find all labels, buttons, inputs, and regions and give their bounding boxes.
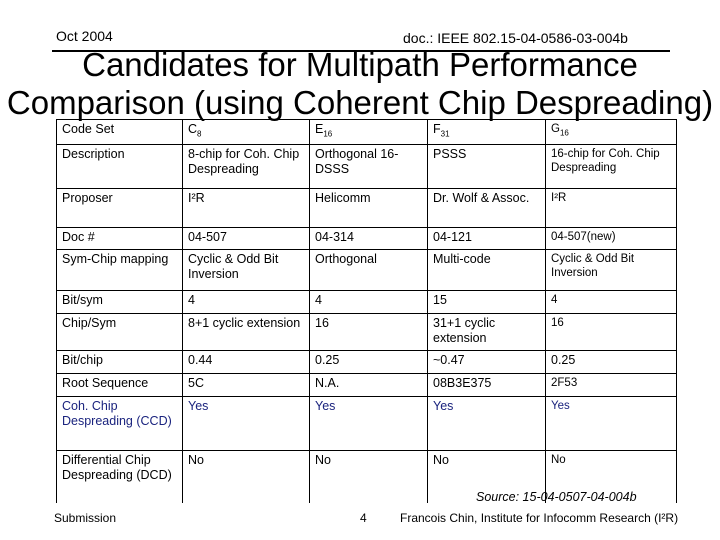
- comparison-table: [56, 119, 677, 503]
- table-row: [57, 351, 677, 374]
- header-code-c8: [183, 120, 310, 145]
- code-letter: G: [551, 123, 560, 135]
- table-cell: Cyclic & Odd Bit Inversion: [546, 250, 677, 291]
- comparison-table-wrap: [56, 119, 676, 503]
- table-cell: Helicomm: [310, 189, 428, 228]
- table-cell: 16: [546, 314, 677, 351]
- table-cell: Dr. Wolf & Assoc.: [428, 189, 546, 228]
- table-cell: 04-121: [428, 228, 546, 250]
- table-cell: 08B3E375: [428, 374, 546, 397]
- table-cell: N.A.: [310, 374, 428, 397]
- table-cell: 8+1 cyclic extension: [183, 314, 310, 351]
- row-label: Differential Chip Despreading (DCD): [57, 451, 183, 503]
- table-row: [57, 250, 677, 291]
- table-row: [57, 291, 677, 314]
- code-subscript: 31: [440, 129, 450, 139]
- row-label: Sym-Chip mapping: [57, 250, 183, 291]
- table-cell: Yes: [310, 397, 428, 451]
- table-cell: 04-314: [310, 228, 428, 250]
- row-label: Doc #: [57, 228, 183, 250]
- table-row: [57, 189, 677, 228]
- row-label: Bit/chip: [57, 351, 183, 374]
- header-cell-label: Code Set: [57, 120, 183, 145]
- table-cell: I²R: [183, 189, 310, 228]
- footer-author: Francois Chin, Institute for Infocomm Research (I²R): [400, 511, 679, 525]
- row-label: Bit/sym: [57, 291, 183, 314]
- table-row: [57, 374, 677, 397]
- code-letter: F: [433, 122, 441, 136]
- footer-submission: Submission: [54, 511, 117, 525]
- table-cell: Yes: [183, 397, 310, 451]
- code-letter: E: [315, 122, 324, 136]
- table-cell: 16-chip for Coh. Chip Despreading: [546, 145, 677, 189]
- header-code-g16: [546, 120, 677, 145]
- table-row: [57, 397, 677, 451]
- table-cell: Yes: [428, 397, 546, 451]
- table-cell: Multi-code: [428, 250, 546, 291]
- table-cell: 15: [428, 291, 546, 314]
- code-letter: C: [188, 122, 198, 136]
- source-note: Source: 15-04-0507-04-004b: [476, 490, 637, 504]
- table-cell: ~0.47: [428, 351, 546, 374]
- footer-page-number: 4: [360, 511, 367, 525]
- table-cell: 8-chip for Coh. Chip Despreading: [183, 145, 310, 189]
- table-cell: Orthogonal 16-DSSS: [310, 145, 428, 189]
- table-cell: 31+1 cyclic extension: [428, 314, 546, 351]
- code-subscript: 16: [559, 128, 569, 138]
- table-cell: 0.25: [310, 351, 428, 374]
- table-cell: No: [183, 451, 310, 503]
- table-cell: 4: [310, 291, 428, 314]
- table-cell: 04-507: [183, 228, 310, 250]
- table-cell: I²R: [546, 189, 677, 228]
- table-cell: 2F53: [546, 374, 677, 397]
- row-label: Proposer: [57, 189, 183, 228]
- row-label: Description: [57, 145, 183, 189]
- table-header-row: [57, 120, 677, 145]
- row-label: Chip/Sym: [57, 314, 183, 351]
- table-cell: 4: [546, 291, 677, 314]
- table-cell: 0.25: [546, 351, 677, 374]
- row-label: Coh. Chip Despreading (CCD): [57, 397, 183, 451]
- header-doc-id: doc.: IEEE 802.15-04-0586-03-004b: [403, 30, 628, 46]
- table-cell: 0.44: [183, 351, 310, 374]
- table-cell: Yes: [546, 397, 677, 451]
- code-subscript: 8: [197, 129, 202, 139]
- header-code-e16: [310, 120, 428, 145]
- header-date: Oct 2004: [56, 28, 113, 44]
- table-row: [57, 228, 677, 250]
- table-row: [57, 145, 677, 189]
- table-cell: No: [428, 451, 546, 503]
- table-cell: 4: [183, 291, 310, 314]
- table-cell: No: [310, 451, 428, 503]
- row-label: Root Sequence: [57, 374, 183, 397]
- header-code-f31: [428, 120, 546, 145]
- table-cell: Orthogonal: [310, 250, 428, 291]
- table-cell: Cyclic & Odd Bit Inversion: [183, 250, 310, 291]
- table-cell: PSSS: [428, 145, 546, 189]
- table-cell: 5C: [183, 374, 310, 397]
- table-row: [57, 314, 677, 351]
- table-cell: No: [546, 451, 677, 503]
- slide-title: Candidates for Multipath Performance Comparison (using Coherent Chip Despreading): [6, 46, 714, 121]
- table-cell: 04-507(new): [546, 228, 677, 250]
- table-cell: 16: [310, 314, 428, 351]
- code-subscript: 16: [323, 129, 333, 139]
